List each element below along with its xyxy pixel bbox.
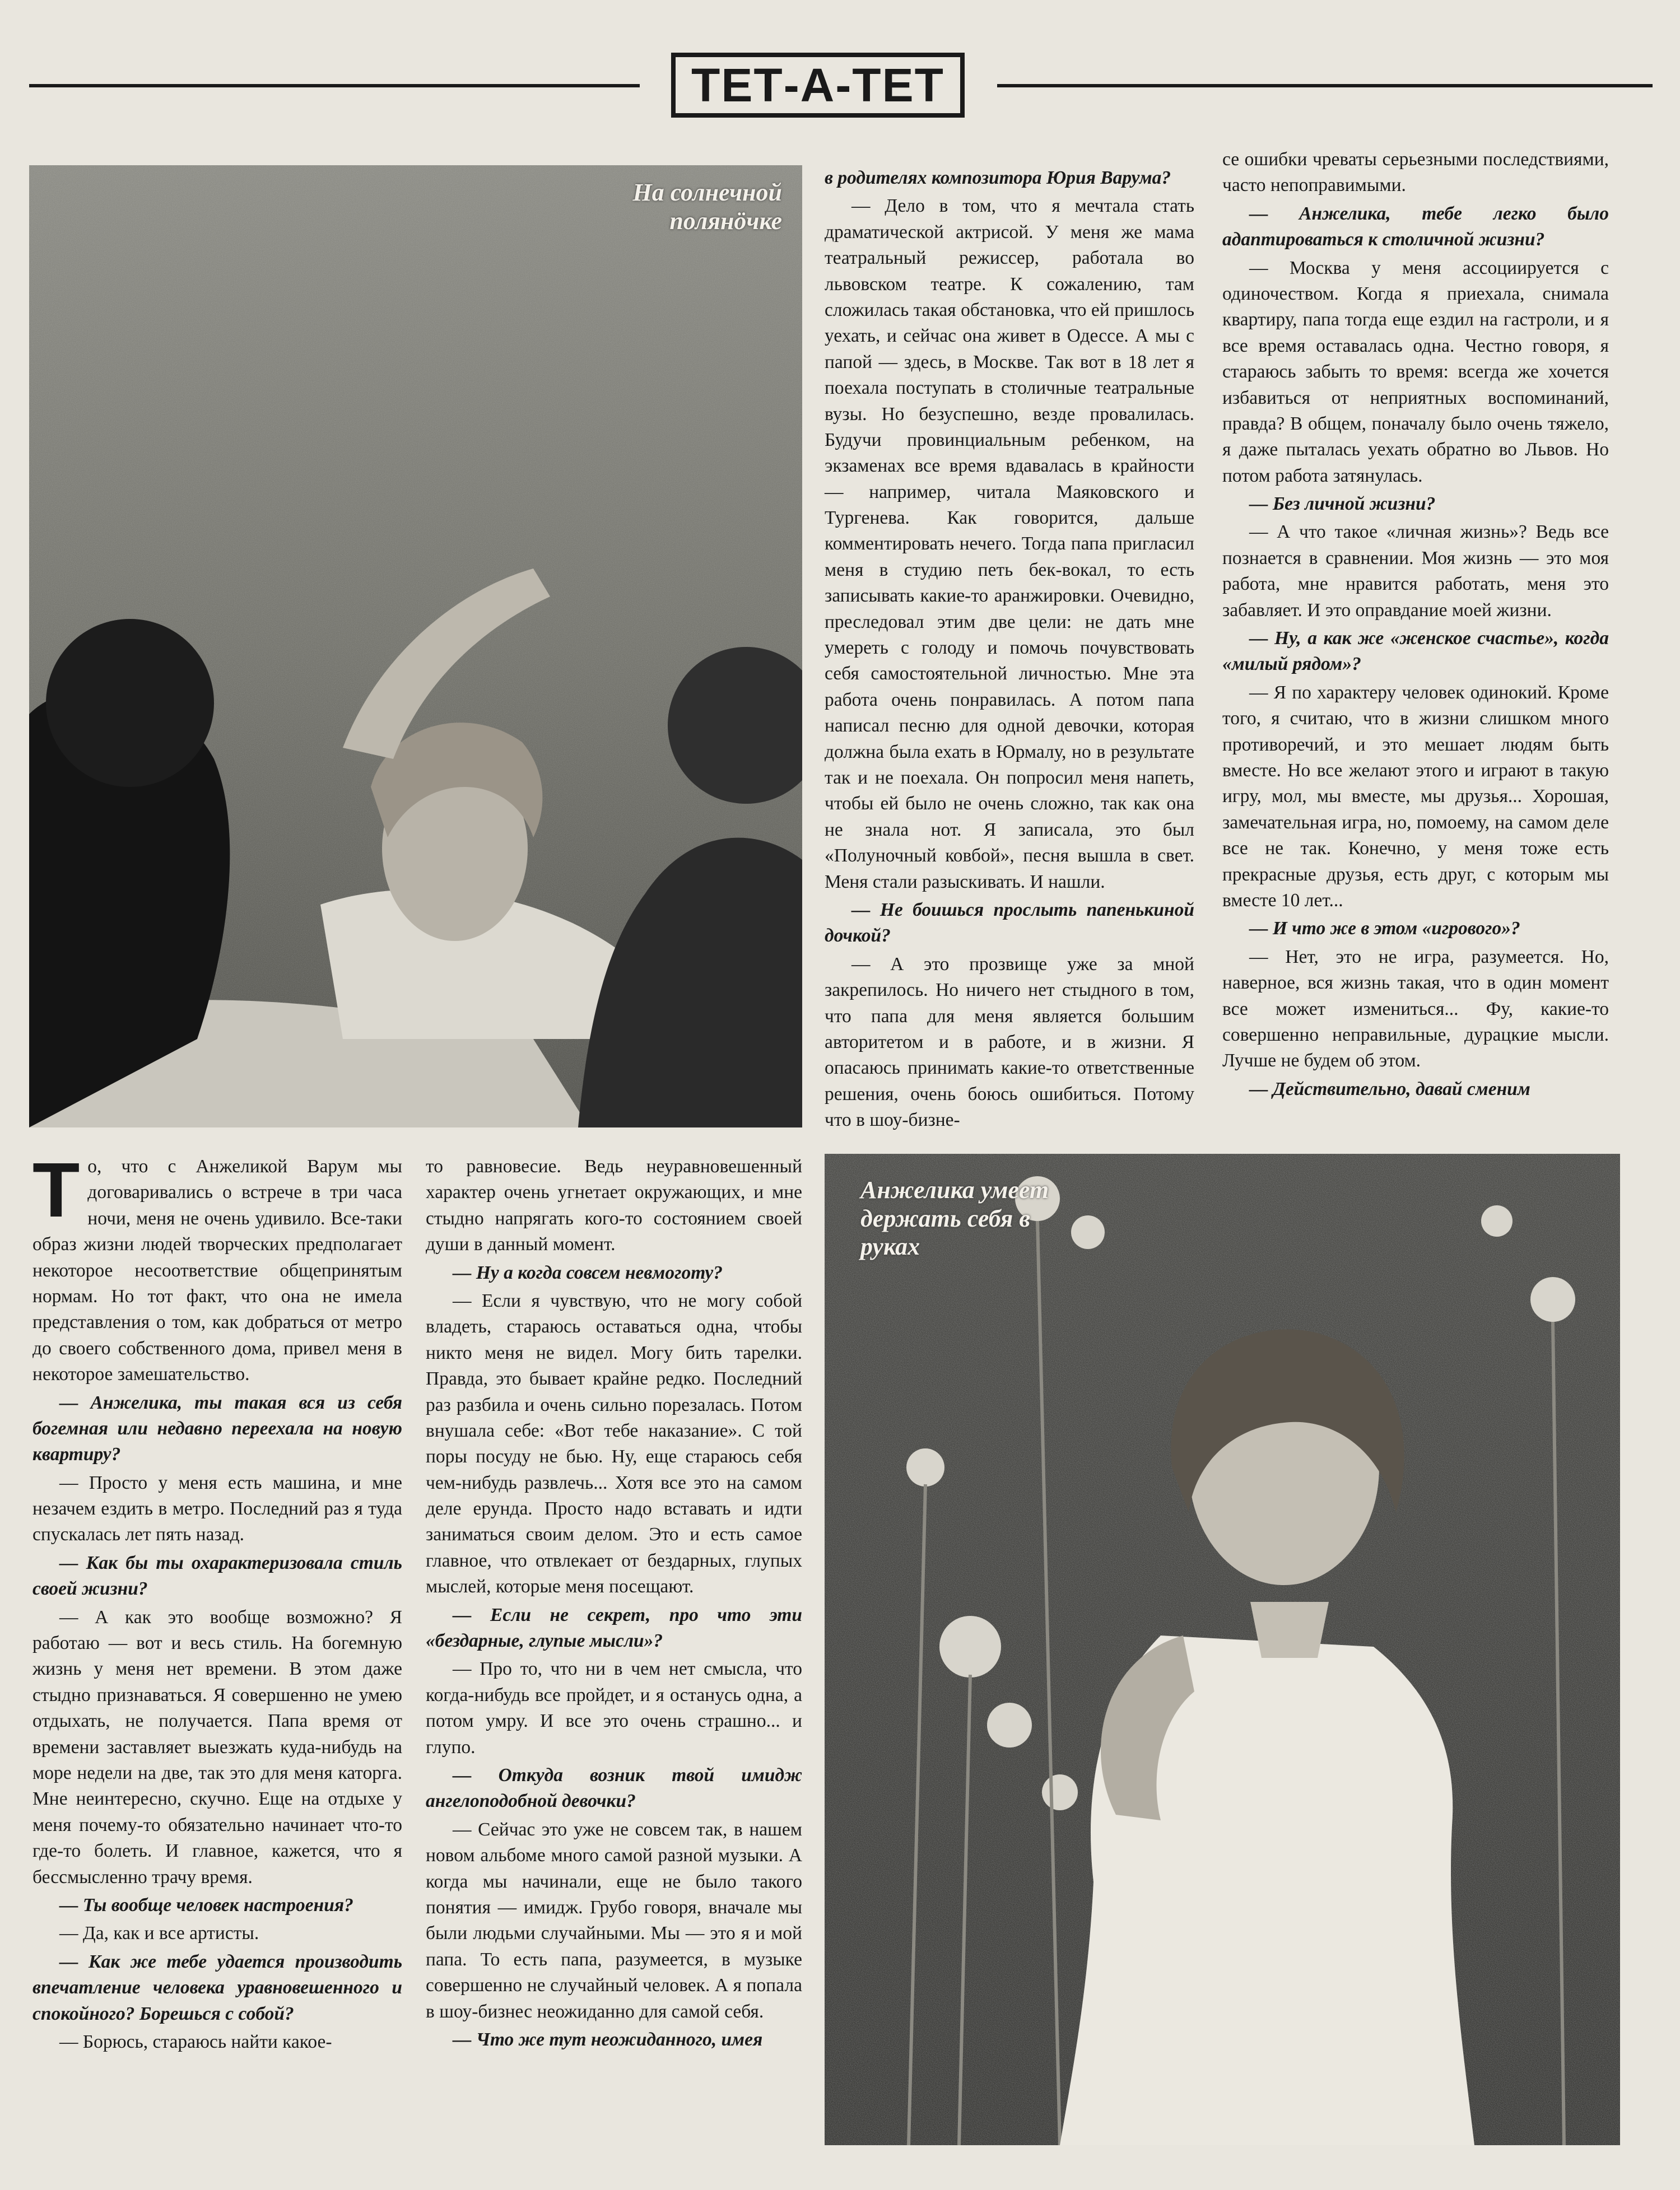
answer: — Москва у меня ассоциируется с одиночеством. Когда я приехала, снимала квартиру, папа тогда еще ездил на гастроли, и я все время оставалась одна. Честно говоря, я стараюсь забыть то время: всегда же хочется избавиться от неприятных воспоминаний, правда? В общем, поначалу было очень тяжело, я даже пыталась уехать обратно во Львов. Но потом работа затянулась. xyxy=(1222,257,1609,486)
header-rule-right xyxy=(997,84,1653,87)
question: — Ну а когда совсем невмоготу? xyxy=(453,1262,723,1283)
answer: — А это прозвище уже за мной закрепилось. Но ничего нет стыдного в том, что папа для меня является большим авторитетом и в работе, и в жизни. Я опасаюсь принимать какие-то ответственные решения, очень боюсь ошибиться. Потому что в шоу-бизне- xyxy=(825,953,1194,1131)
article-column-2 xyxy=(426,1154,802,2055)
question: — Анжелика, ты такая вся из себя богемная или недавно переехала на новую квартиру? xyxy=(32,1392,402,1465)
question: — И что же в этом «игрового»? xyxy=(1249,918,1520,939)
photo-meadow-image xyxy=(29,165,802,1127)
section-masthead xyxy=(644,35,992,136)
photo-meadow xyxy=(29,165,802,1127)
question: — Действительно, давай сменим xyxy=(1249,1078,1530,1099)
photo-flowers-image xyxy=(825,1154,1620,2145)
lead-text: о, что с Анжеликой Варум мы договаривались о встрече в три часа ночи, меня не очень удивило. Все-таки образ жизни людей творческих предполагает некоторое несоответствие общепринятым нормам. Но тот факт, что она не имела представления о том, как добраться от метро до своего собственного дома, привел меня в некоторое замешательство. xyxy=(32,1156,402,1385)
answer: — А как это вообще возможно? Я работаю — вот и весь стиль. На богемную жизнь у меня нет времени. В этом даже стыдно признаваться. Я совершенно не умею отдыхать, не получается. Папа время от времени заставляет выезжать куда-нибудь на море недели на две, так это для меня каторга. Мне неинтересно, скучно. Еще на отдыхе у меня почему-то обязательно начинает что-то где-то болеть. И главное, кажется, что я бессмысленно трачу время. xyxy=(32,1606,402,1888)
article-lead-paragraph xyxy=(32,1147,402,1388)
photo-meadow-caption: На солнечной полянöчке xyxy=(632,179,782,235)
question: — Что же тут неожиданного, имея xyxy=(453,2029,763,2050)
answer-continued: се ошибки чреваты серьезными последствиями, часто непоправимыми. xyxy=(1222,149,1609,196)
answer: — Да, как и все артисты. xyxy=(59,1923,259,1944)
question: — Без личной жизни? xyxy=(1249,493,1436,515)
question: — Анжелика, тебе легко было адаптироваться к столичной жизни? xyxy=(1222,203,1609,250)
photo-flowers xyxy=(825,1154,1620,2145)
question: — Ты вообще человек настроения? xyxy=(59,1894,353,1916)
answer: — А что такое «личная жизнь»? Ведь все познается в сравнении. Моя жизнь — это моя работа, мне нравится работать, меня это забавляет. И это оправдание моей жизни. xyxy=(1222,521,1609,621)
header-rule-left xyxy=(29,84,640,87)
answer: — Сейчас это уже не совсем так, в нашем новом альбоме много самой разной музыки. А когда мы начинали, еще не было такого понятия — имидж. Грубо говоря, вначале мы были людьми случайными. Мы — это я и мой папа. То есть папа, разумеется, в музыке совершенно не случайный человек. А я попала в шоу-бизнес неожиданно для самой себя. xyxy=(426,1819,802,2022)
article-column-1 xyxy=(32,1147,402,2057)
answer: — Я по характеру человек одинокий. Кроме того, я считаю, что в жизни слишком много противоречий, и это мешает людям быть вместе. Но все желают этого и играют в такую игру, мол, мы вместе, мы друзья... Хорошая, замечательная игра, но, помоему, на самом деле все не так. Конечно, у меня тоже есть прекрасные друзья, есть друг, с которым мы вместе 10 лет... xyxy=(1222,682,1609,911)
answer: — Про то, что ни в чем нет смысла, что когда-нибудь все пройдет, и я останусь одна, а потом умру. И все это очень страшно... и глупо. xyxy=(426,1658,802,1758)
question-continued: в родителях композитора Юрия Варума? xyxy=(825,167,1171,188)
answer: — Дело в том, что я мечтала стать драматической актрисой. У меня же мама театральный режиссер, работала во львовском театре. К сожалению, там сложилась такая обстановка, что ей пришлось уехать, и сейчас она живет в Одессе. А мы с папой — здесь, в Москве. Так вот в 18 лет я поехала поступать в столичные театральные вузы. Но безуспешно, везде провалилась. Будучи провинциальным ребенком, на экзаменах все время вдавалась в крайности — например, читала Маяковского и Тургенева. Как говорится, дальше комментировать нечего. Тогда папа пригласил меня в студию петь бек-вокал, то есть записывать какие-то аранжировки. Очевидно, преследовал этим две цели: не дать мне умереть с голоду и помочь почувствовать себя самостоятельной личностью. Мне эта работа очень понравилась. А потом папа написал песню для одной девочки, которая должна была ехать в Юрмалу, но в результате так и не поехала. Он попросил меня напеть, чтобы ей было не очень сложно, так как она не знала нот. Я записала, это был «Полуночный ковбой», песня вышла в свет. Меня стали разыскивать. И нашли. xyxy=(825,195,1194,892)
answer: — Просто у меня есть машина, и мне незачем ездить в метро. Последний раз я туда спускалась лет пять назад. xyxy=(32,1472,402,1545)
question: — Ну, а как же «женское счастье», когда «милый рядом»? xyxy=(1222,628,1609,675)
article-column-4 xyxy=(1222,147,1609,1105)
question: — Откуда возник твой имидж ангелоподобной девочки? xyxy=(426,1764,802,1812)
article-column-3 xyxy=(825,165,1194,1135)
answer: — Борюсь, стараюсь найти какое- xyxy=(59,2031,332,2052)
photo-flowers-caption: Анжелика умеет держать себя в руках xyxy=(860,1176,1049,1261)
answer-continued: то равновесие. Ведь неуравновешенный характер очень угнетает окружающих, и мне стыдно напрягать кого-то состоянием своей души в данный момент. xyxy=(426,1156,802,1255)
question: — Как бы ты охарактеризовала стиль своей жизни? xyxy=(32,1552,402,1600)
question: — Если не секрет, про что эти «бездарные, глупые мысли»? xyxy=(426,1604,802,1652)
drop-cap: Т xyxy=(32,1147,80,1233)
section-title: ТЕТ-А-ТЕТ xyxy=(671,53,965,118)
question: — Как же тебе удается производить впечатление человека уравновешенного и спокойного? Борешься с собой? xyxy=(32,1951,402,2024)
question: — Не боишься прослыть папенькиной дочкой? xyxy=(825,899,1194,947)
answer: — Нет, это не игра, разумеется. Но, наверное, вся жизнь такая, что в один момент все может измениться... Фу, какие-то совершенно неправильные, дурацкие мысли. Лучше не будем об этом. xyxy=(1222,946,1609,1071)
answer: — Если я чувствую, что не могу собой владеть, стараюсь оставаться одна, чтобы никто меня не видел. Могу бить тарелки. Правда, это бывает крайне редко. Последний раз разбила и очень сильно порезалась. Потом внушала себе: «Вот тебе наказание». С той поры посуду не бью. Ну, еще стараюсь себя чем-нибудь развлечь... Хотя все это на самом деле ерунда. Просто надо вставать и идти заниматься своим делом. Это и есть самое главное, что отвлекает от бездарных, глупых мыслей, которые меня посещают. xyxy=(426,1290,802,1597)
